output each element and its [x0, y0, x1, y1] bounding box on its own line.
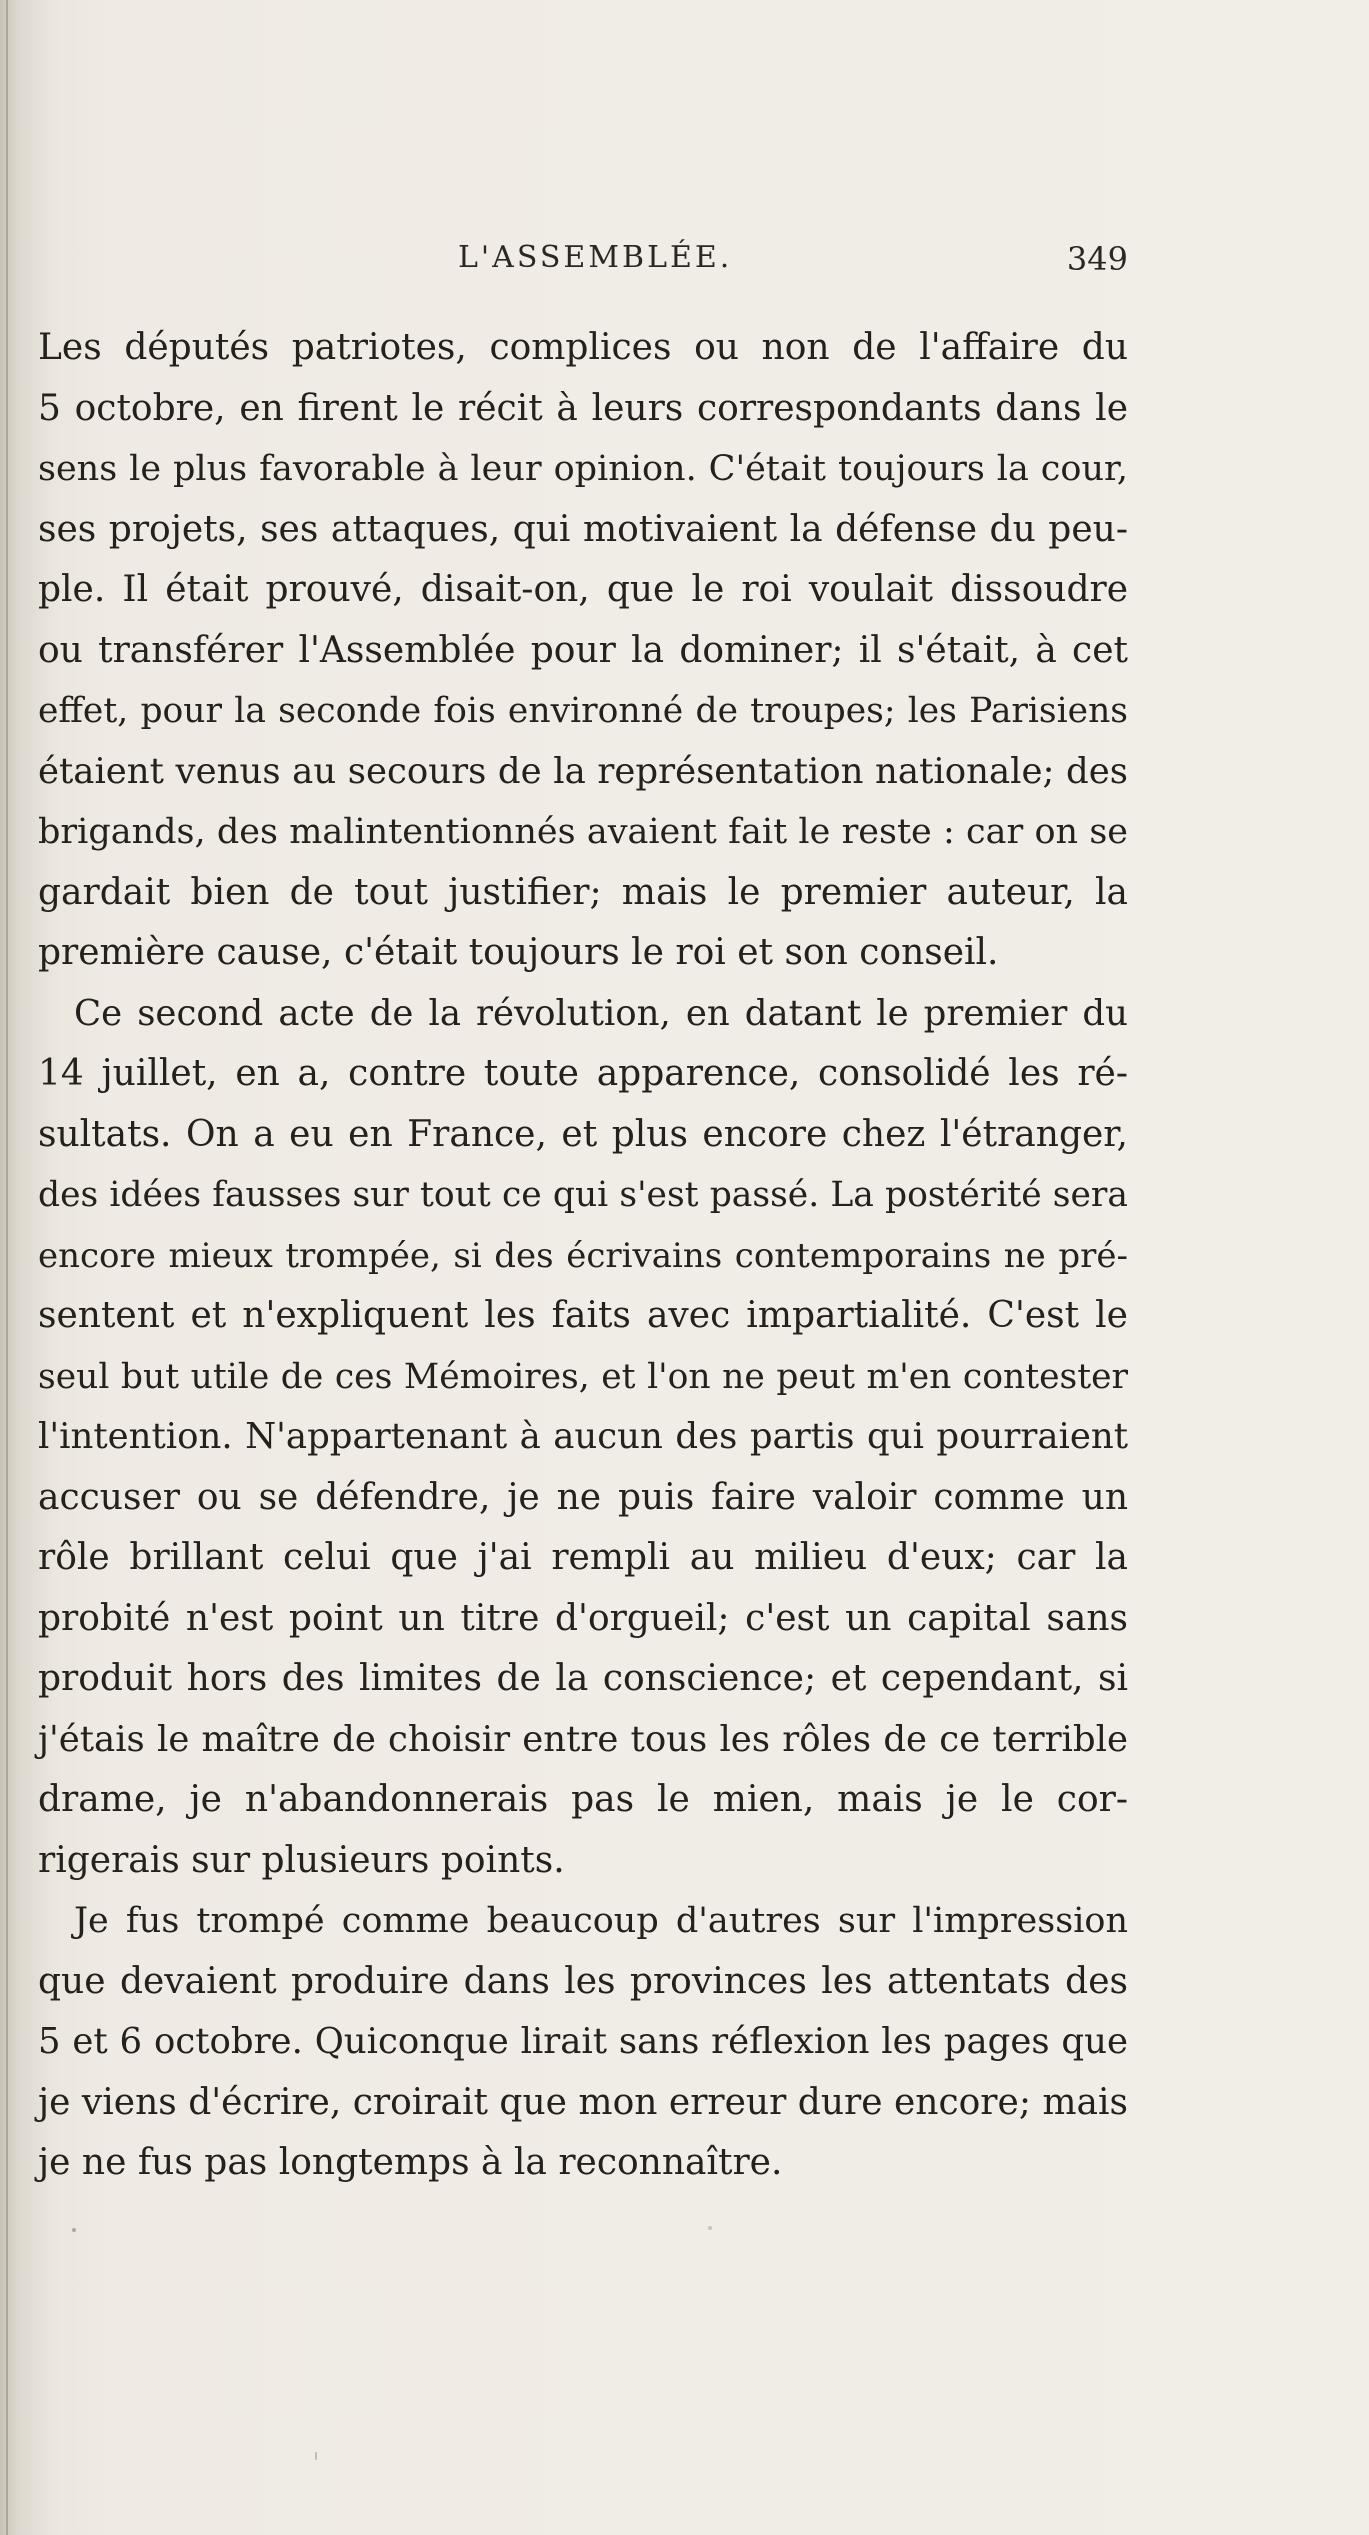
text-line: seul but utile de ces Mémoires, et l'on ne peut m'en contester — [38, 1356, 1128, 1397]
text-line: ple. Il était prouvé, disait-on, que le roi voulait dissoudre — [38, 569, 1128, 610]
running-header — [38, 240, 1128, 290]
text-line: Je fus trompé comme beaucoup d'autres sur l'impression — [74, 1901, 1128, 1941]
paper-speck — [315, 2452, 317, 2460]
page-number: 349 — [1066, 240, 1128, 278]
text-line: 5 et 6 octobre. Quiconque lirait sans réflexion les pages que — [38, 2021, 1128, 2062]
text-line: 5 octobre, en firent le récit à leurs correspondants dans le — [38, 387, 1128, 429]
running-title: L'ASSEMBLÉE. — [458, 240, 733, 275]
page-gutter-edge — [6, 0, 8, 2535]
paper-speck — [72, 2228, 76, 2232]
text-line: l'intention. N'appartenant à aucun des partis qui pourraient — [38, 1416, 1128, 1457]
text-line: des idées fausses sur tout ce qui s'est passé. La postérité sera — [38, 1175, 1128, 1215]
text-line: effet, pour la seconde fois environné de troupes; les Parisiens — [38, 691, 1128, 731]
text-line: drame, je n'abandonnerais pas le mien, mais je le cor- — [38, 1779, 1128, 1820]
text-line: rigerais sur plusieurs points. — [38, 1839, 565, 1881]
text-line: ou transférer l'Assemblée pour la dominer; il s'était, à cet — [38, 629, 1128, 671]
text-line: accuser ou se défendre, je ne puis faire valoir comme un — [38, 1476, 1128, 1518]
text-line: première cause, c'était toujours le roi et son conseil. — [38, 932, 999, 973]
text-line: sens le plus favorable à leur opinion. C'était toujours la cour, — [38, 449, 1128, 489]
body-text — [38, 318, 1128, 2194]
text-line: Les députés patriotes, complices ou non de l'affaire du — [38, 327, 1128, 368]
text-line: produit hors des limites de la conscience; et cependant, si — [38, 1658, 1128, 1699]
paper-speck — [708, 2226, 712, 2230]
text-line: ses projets, ses attaques, qui motivaient la défense du peu- — [38, 508, 1128, 550]
text-line: étaient venus au secours de la représentation nationale; des — [38, 750, 1128, 792]
text-line: que devaient produire dans les provinces les attentats des — [38, 1960, 1128, 2002]
text-line: sultats. On a eu en France, et plus encore chez l'étranger, — [38, 1113, 1128, 1155]
text-line: je ne fus pas longtemps à la reconnaître. — [38, 2142, 783, 2183]
text-line: gardait bien de tout justifier; mais le premier auteur, la — [38, 871, 1128, 913]
text-line: je viens d'écrire, croirait que mon erreur dure encore; mais — [38, 2081, 1128, 2123]
text-line: 14 juillet, en a, contre toute apparence, consolidé les ré- — [38, 1053, 1128, 1094]
text-line: rôle brillant celui que j'ai rempli au milieu d'eux; car la — [38, 1537, 1128, 1578]
text-line: sentent et n'expliquent les faits avec impartialité. C'est le — [38, 1295, 1128, 1336]
text-line: j'étais le maître de choisir entre tous les rôles de ce terrible — [38, 1718, 1128, 1760]
text-line: probité n'est point un titre d'orgueil; c'est un capital sans — [38, 1597, 1128, 1639]
text-line: encore mieux trompée, si des écrivains contemporains ne pré- — [38, 1235, 1128, 1276]
text-line: brigands, des malintentionnés avaient fait le reste : car on se — [38, 812, 1128, 852]
text-line: Ce second acte de la révolution, en datant le premier du — [74, 992, 1128, 1034]
